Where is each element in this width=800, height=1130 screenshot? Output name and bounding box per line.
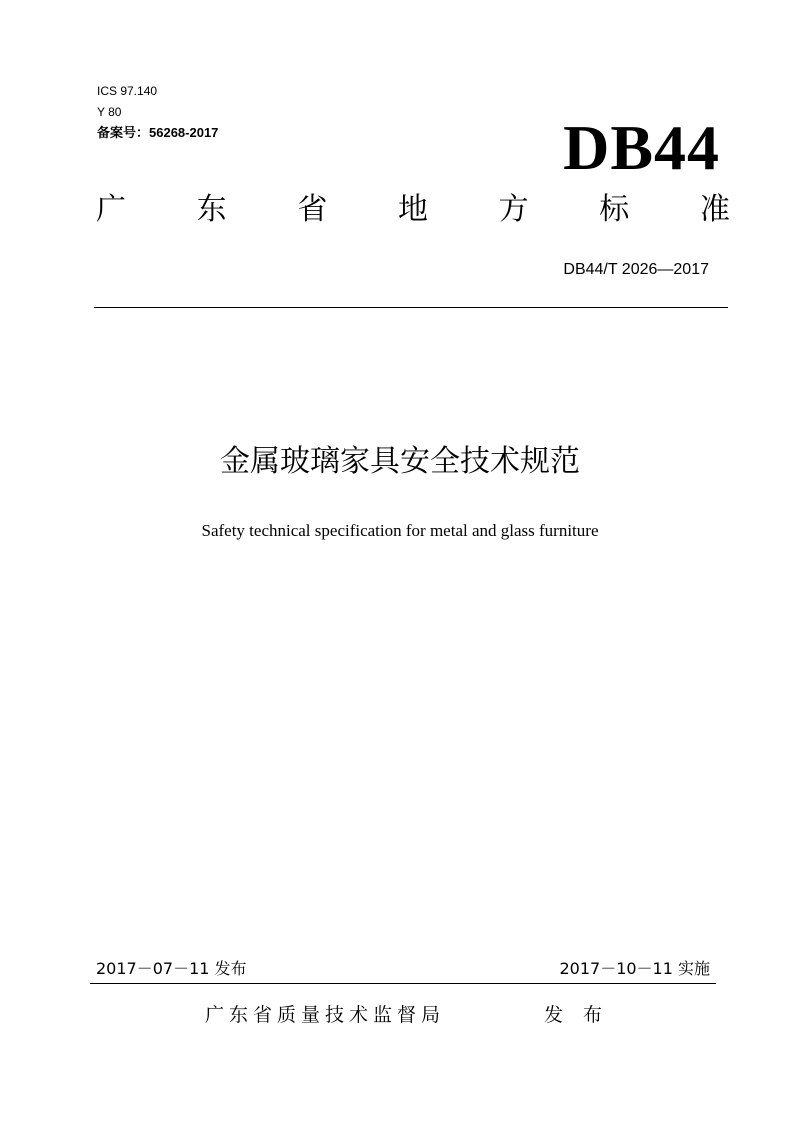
standard-type-char: 广 [96,192,126,227]
standard-type-char: 地 [397,192,428,227]
issue-date: 2017－07－11 发布 [96,959,247,978]
standard-type-char: 标 [599,192,630,227]
classification-code: Y 80 [97,105,122,119]
implementation-date: 2017－10－11 实施 [559,959,710,978]
top-divider [94,307,728,308]
issue-label: 发 布 [544,1004,610,1026]
standard-type-char: 东 [196,192,227,227]
standard-type-char: 准 [699,192,730,227]
standard-type-char: 方 [498,192,529,227]
filing-number: 备案号：56268-2017 [97,125,219,140]
document-title-zh: 金属玻璃家具安全技术规范 [220,444,580,479]
standard-type-heading [96,190,730,230]
document-title-en: Safety technical specification for metal and glass furniture [201,521,599,540]
issuing-authority: 广东省质量技术监督局 [205,1004,446,1026]
ics-code: ICS 97.140 [97,84,158,98]
bottom-divider [90,983,716,984]
standard-type-char: 省 [297,192,328,227]
standard-code: DB44/T 2026—2017 [563,261,709,278]
standard-badge: DB44 [563,112,720,183]
